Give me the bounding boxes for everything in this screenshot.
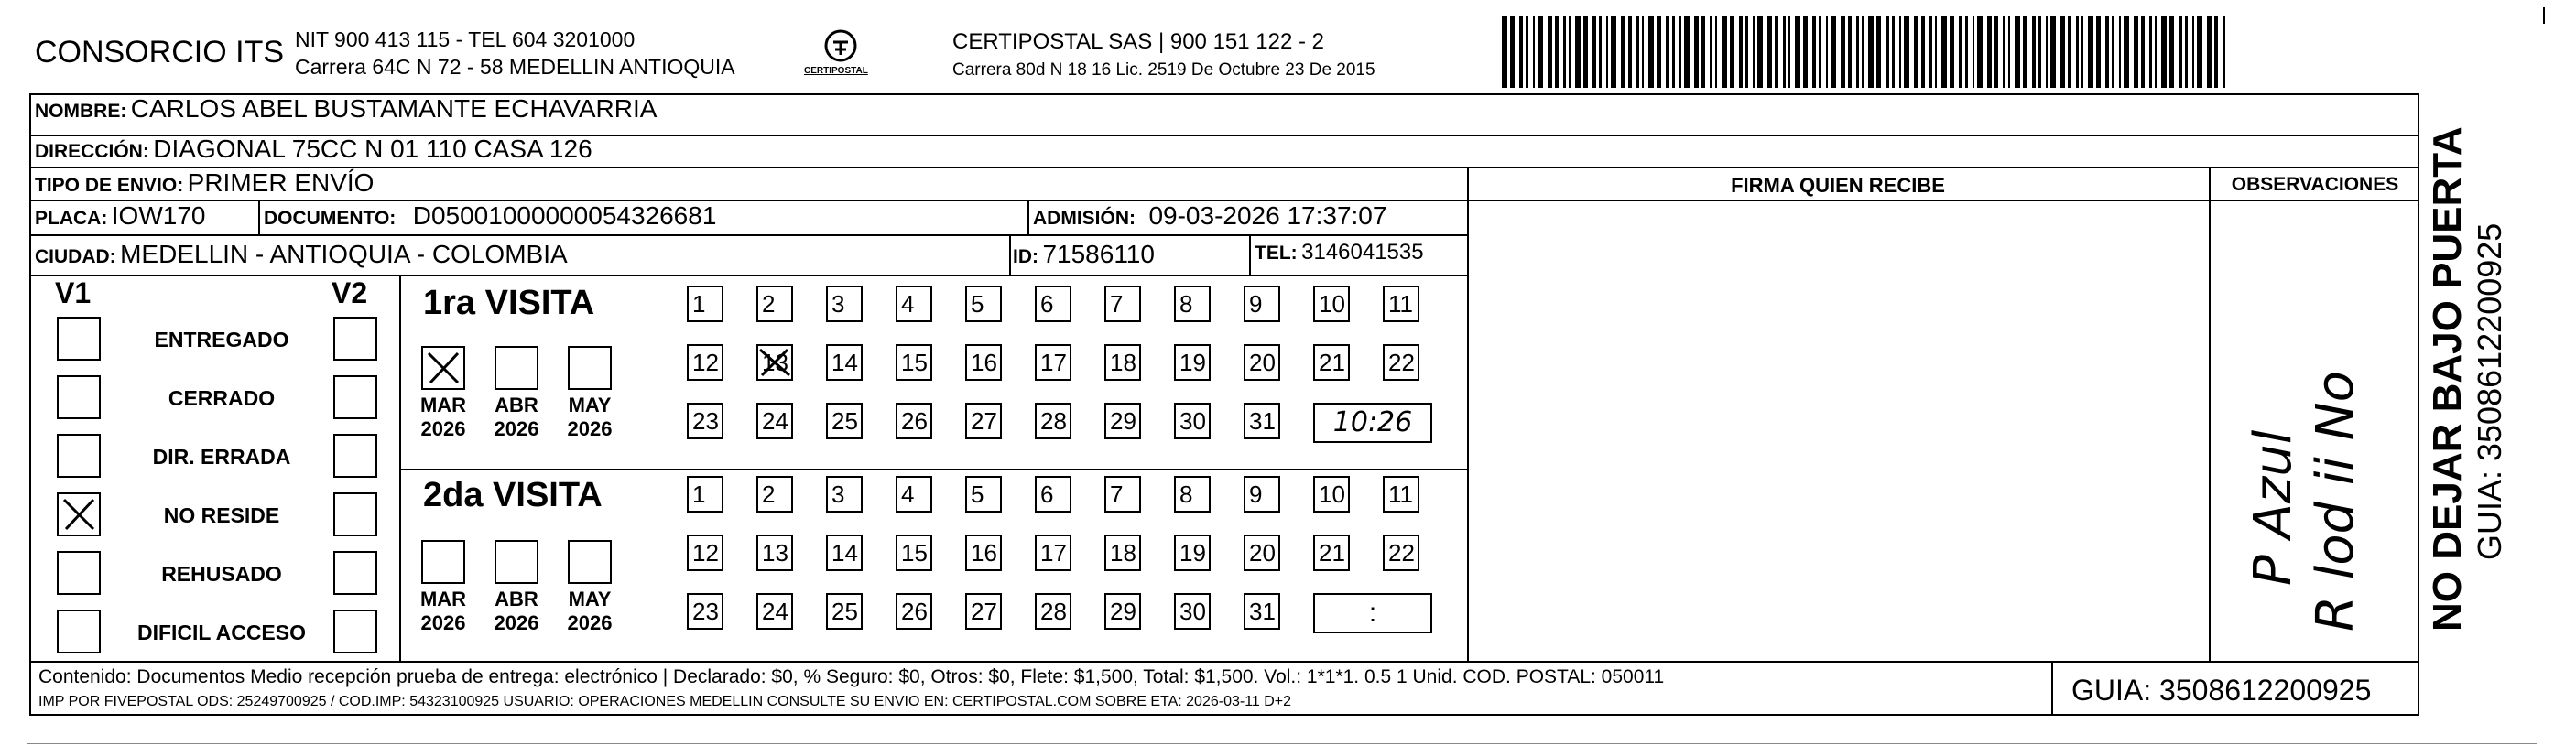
- tel-value: 3146041535: [1301, 240, 1424, 265]
- first-visit-day-29[interactable]: 29: [1104, 403, 1141, 439]
- first-visit-day-3[interactable]: 3: [826, 286, 863, 322]
- id-row: [1013, 240, 1155, 269]
- second-visit-day-8[interactable]: 8: [1174, 476, 1211, 513]
- second-visit-title: 2da VISITA: [423, 476, 603, 514]
- second-visit-day-18[interactable]: 18: [1104, 535, 1141, 571]
- second-visit-day-4[interactable]: 4: [896, 476, 932, 513]
- second-visit-day-31[interactable]: 31: [1244, 593, 1280, 630]
- logo-text: CERTIPOSTAL: [804, 66, 868, 76]
- second-visit-day-21[interactable]: 21: [1313, 535, 1350, 571]
- v2-checkbox-entregado[interactable]: [333, 317, 377, 361]
- second-visit-day-17[interactable]: 17: [1035, 535, 1071, 571]
- footer-contenido: Contenido: Documentos Medio recepción prueba de entrega: electrónico | Declarado: $0, % Seguro: $0, Otros: $0, Flete: $1,500, Total: $1,500. Vol.: 1*1*1. 0.5 1 Unid. COD. POSTAL: 050011: [38, 666, 1665, 687]
- v2-label: V2: [332, 276, 368, 309]
- first-visit-day-21[interactable]: 21: [1313, 344, 1350, 381]
- first-visit-day-19[interactable]: 19: [1174, 344, 1211, 381]
- first-visit-day-23[interactable]: 23: [687, 403, 723, 439]
- admision-label: ADMISIÓN:: [1033, 208, 1136, 229]
- first-visit-month-label: ABR: [495, 394, 538, 416]
- second-visit-year-label: 2026: [420, 611, 466, 634]
- first-visit-day-27[interactable]: 27: [965, 403, 1002, 439]
- status-label: NO RESIDE: [163, 503, 280, 527]
- tipo-row: [35, 168, 374, 198]
- nombre-label: NOMBRE:: [35, 101, 127, 122]
- second-visit-day-2[interactable]: 2: [756, 476, 793, 513]
- first-visit-day-20[interactable]: 20: [1244, 344, 1280, 381]
- first-visit-day-24[interactable]: 24: [756, 403, 793, 439]
- second-visit-month-abr[interactable]: [495, 540, 538, 584]
- first-visit-day-15[interactable]: 15: [896, 344, 932, 381]
- second-visit-day-12[interactable]: 12: [687, 535, 723, 571]
- v1-checkbox-cerrado[interactable]: [57, 375, 101, 419]
- second-visit-day-19[interactable]: 19: [1174, 535, 1211, 571]
- first-visit-time-box[interactable]: 10:26: [1313, 403, 1432, 443]
- second-visit-day-10[interactable]: 10: [1313, 476, 1350, 513]
- second-visit-month-mar[interactable]: [421, 540, 465, 584]
- observaciones-label: OBSERVACIONES: [2231, 174, 2399, 195]
- v1-checkbox-rehusado[interactable]: [57, 551, 101, 595]
- second-visit-day-30[interactable]: 30: [1174, 593, 1211, 630]
- second-visit-month-label: MAY: [568, 588, 612, 610]
- second-visit-day-16[interactable]: 16: [965, 535, 1002, 571]
- first-visit-day-28[interactable]: 28: [1035, 403, 1071, 439]
- firma-label: FIRMA QUIEN RECIBE: [1731, 174, 1945, 197]
- v1-label: V1: [55, 276, 92, 309]
- second-visit-day-6[interactable]: 6: [1035, 476, 1071, 513]
- first-visit-day-6[interactable]: 6: [1035, 286, 1071, 322]
- first-visit-year-label: 2026: [567, 417, 613, 440]
- ciudad-value: MEDELLIN - ANTIOQUIA - COLOMBIA: [120, 240, 568, 268]
- company-nit: NIT 900 413 115 - TEL 604 3201000: [295, 27, 636, 51]
- documento-label: DOCUMENTO:: [264, 208, 397, 229]
- status-label: CERRADO: [168, 386, 276, 410]
- second-visit-day-28[interactable]: 28: [1035, 593, 1071, 630]
- second-visit-day-24[interactable]: 24: [756, 593, 793, 630]
- second-visit-day-20[interactable]: 20: [1244, 535, 1280, 571]
- first-visit-day-2[interactable]: 2: [756, 286, 793, 322]
- first-visit-month-mar[interactable]: [421, 346, 465, 390]
- second-visit-day-9[interactable]: 9: [1244, 476, 1280, 513]
- company-address: Carrera 64C N 72 - 58 MEDELLIN ANTIOQUIA: [295, 55, 735, 79]
- second-visit-month-may[interactable]: [568, 540, 612, 584]
- second-visit-day-27[interactable]: 27: [965, 593, 1002, 630]
- ciudad-label: CIUDAD:: [35, 246, 116, 267]
- documento-value: D05001000000054326681: [412, 201, 717, 230]
- first-visit-day-30[interactable]: 30: [1174, 403, 1211, 439]
- placa-row: [35, 201, 205, 231]
- placa-value: IOW170: [111, 201, 206, 230]
- first-visit-day-1[interactable]: 1: [687, 286, 723, 322]
- admision-value: 09-03-2026 17:37:07: [1148, 201, 1387, 230]
- v1-checkbox-no-reside[interactable]: [57, 492, 101, 536]
- tel-row: [1255, 240, 1424, 265]
- second-visit-day-11[interactable]: 11: [1383, 476, 1419, 513]
- second-visit-day-7[interactable]: 7: [1104, 476, 1141, 513]
- first-visit-day-18[interactable]: 18: [1104, 344, 1141, 381]
- tipo-value: PRIMER ENVÍO: [187, 168, 375, 197]
- second-visit-day-3[interactable]: 3: [826, 476, 863, 513]
- first-visit-day-31[interactable]: 31: [1244, 403, 1280, 439]
- observaciones-handwriting-1: P Azul: [2244, 429, 2303, 586]
- first-visit-day-7[interactable]: 7: [1104, 286, 1141, 322]
- second-visit-day-23[interactable]: 23: [687, 593, 723, 630]
- footer-imp: IMP POR FIVEPOSTAL ODS: 25249700925 / COD.IMP: 54323100925 USUARIO: OPERACIONES MEDELLIN CONSULTE SU ENVIO EN: CERTIPOSTAL.COM SOBRE ETA: 2026-03-11 D+2: [38, 694, 1292, 709]
- second-visit-month-label: ABR: [495, 588, 538, 610]
- second-visit-year-label: 2026: [494, 611, 539, 634]
- direccion-value: DIAGONAL 75CC N 01 110 CASA 126: [153, 135, 592, 163]
- first-visit-day-25[interactable]: 25: [826, 403, 863, 439]
- status-label: ENTREGADO: [154, 328, 289, 351]
- status-label: DIFICIL ACCESO: [136, 621, 306, 644]
- second-visit-day-22[interactable]: 22: [1383, 535, 1419, 571]
- second-visit-time-box[interactable]: :: [1313, 593, 1432, 633]
- tipo-label: TIPO DE ENVIO:: [35, 175, 184, 196]
- v1-checkbox-dificil-acceso[interactable]: [57, 610, 101, 653]
- first-visit-day-12[interactable]: 12: [687, 344, 723, 381]
- second-visit-day-15[interactable]: 15: [896, 535, 932, 571]
- v2-checkbox-cerrado[interactable]: [333, 375, 377, 419]
- side-guia: GUIA: 3508612200925: [2471, 222, 2508, 560]
- tel-label: TEL:: [1255, 243, 1298, 264]
- first-visit-day-9[interactable]: 9: [1244, 286, 1280, 322]
- second-visit-day-14[interactable]: 14: [826, 535, 863, 571]
- nombre-row: [35, 94, 657, 124]
- footer-guia: GUIA: 3508612200925: [2071, 674, 2372, 707]
- v2-checkbox-dificil-acceso[interactable]: [333, 610, 377, 653]
- first-visit-day-26[interactable]: 26: [896, 403, 932, 439]
- id-label: ID:: [1013, 246, 1038, 267]
- direccion-row: [35, 135, 592, 164]
- first-visit-day-13[interactable]: 13: [756, 344, 793, 381]
- first-visit-day-16[interactable]: 16: [965, 344, 1002, 381]
- status-label: REHUSADO: [161, 562, 282, 586]
- first-visit-title: 1ra VISITA: [423, 284, 595, 322]
- side-warning: NO DEJAR BAJO PUERTA: [2425, 126, 2470, 632]
- first-visit-month-label: MAY: [568, 394, 612, 416]
- first-visit-month-may[interactable]: [568, 346, 612, 390]
- first-visit-month-label: MAR: [419, 394, 467, 416]
- second-visit-month-label: MAR: [419, 588, 467, 610]
- second-visit-day-5[interactable]: 5: [965, 476, 1002, 513]
- second-visit-day-29[interactable]: 29: [1104, 593, 1141, 630]
- observaciones-handwriting-2: R lod ii No: [2306, 371, 2365, 632]
- status-label: DIR. ERRADA: [152, 445, 291, 469]
- carrier-name: CERTIPOSTAL SAS | 900 151 122 - 2: [952, 29, 1324, 54]
- corner-mark: [2543, 7, 2545, 24]
- first-visit-day-10[interactable]: 10: [1313, 286, 1350, 322]
- documento-row: [264, 201, 716, 231]
- direccion-label: DIRECCIÓN:: [35, 141, 149, 162]
- first-visit-day-14[interactable]: 14: [826, 344, 863, 381]
- nombre-value: CARLOS ABEL BUSTAMANTE ECHAVARRIA: [130, 94, 658, 123]
- first-visit-year-label: 2026: [420, 417, 466, 440]
- v1-checkbox-dir-errada[interactable]: [57, 434, 101, 478]
- first-visit-day-11[interactable]: 11: [1383, 286, 1419, 322]
- v1-checkbox-entregado[interactable]: [57, 317, 101, 361]
- first-visit-day-17[interactable]: 17: [1035, 344, 1071, 381]
- second-visit-day-1[interactable]: 1: [687, 476, 723, 513]
- first-visit-day-8[interactable]: 8: [1174, 286, 1211, 322]
- second-visit-day-13[interactable]: 13: [756, 535, 793, 571]
- first-visit-day-22[interactable]: 22: [1383, 344, 1419, 381]
- first-visit-day-4[interactable]: 4: [896, 286, 932, 322]
- second-visit-year-label: 2026: [567, 611, 613, 634]
- placa-label: PLACA:: [35, 208, 108, 229]
- ciudad-row: [35, 240, 568, 269]
- first-visit-day-5[interactable]: 5: [965, 286, 1002, 322]
- first-visit-month-abr[interactable]: [495, 346, 538, 390]
- second-visit-day-26[interactable]: 26: [896, 593, 932, 630]
- barcode: [1502, 16, 2234, 88]
- first-visit-year-label: 2026: [494, 417, 539, 440]
- company-name: CONSORCIO ITS: [35, 35, 285, 70]
- id-value: 71586110: [1042, 240, 1155, 268]
- admision-row: [1033, 201, 1386, 231]
- carrier-address: Carrera 80d N 18 16 Lic. 2519 De Octubre 23 De 2015: [952, 60, 1375, 80]
- v2-checkbox-no-reside[interactable]: [333, 492, 377, 536]
- second-visit-day-25[interactable]: 25: [826, 593, 863, 630]
- v2-checkbox-dir-errada[interactable]: [333, 434, 377, 478]
- header: [0, 0, 2576, 92]
- v2-checkbox-rehusado[interactable]: [333, 551, 377, 595]
